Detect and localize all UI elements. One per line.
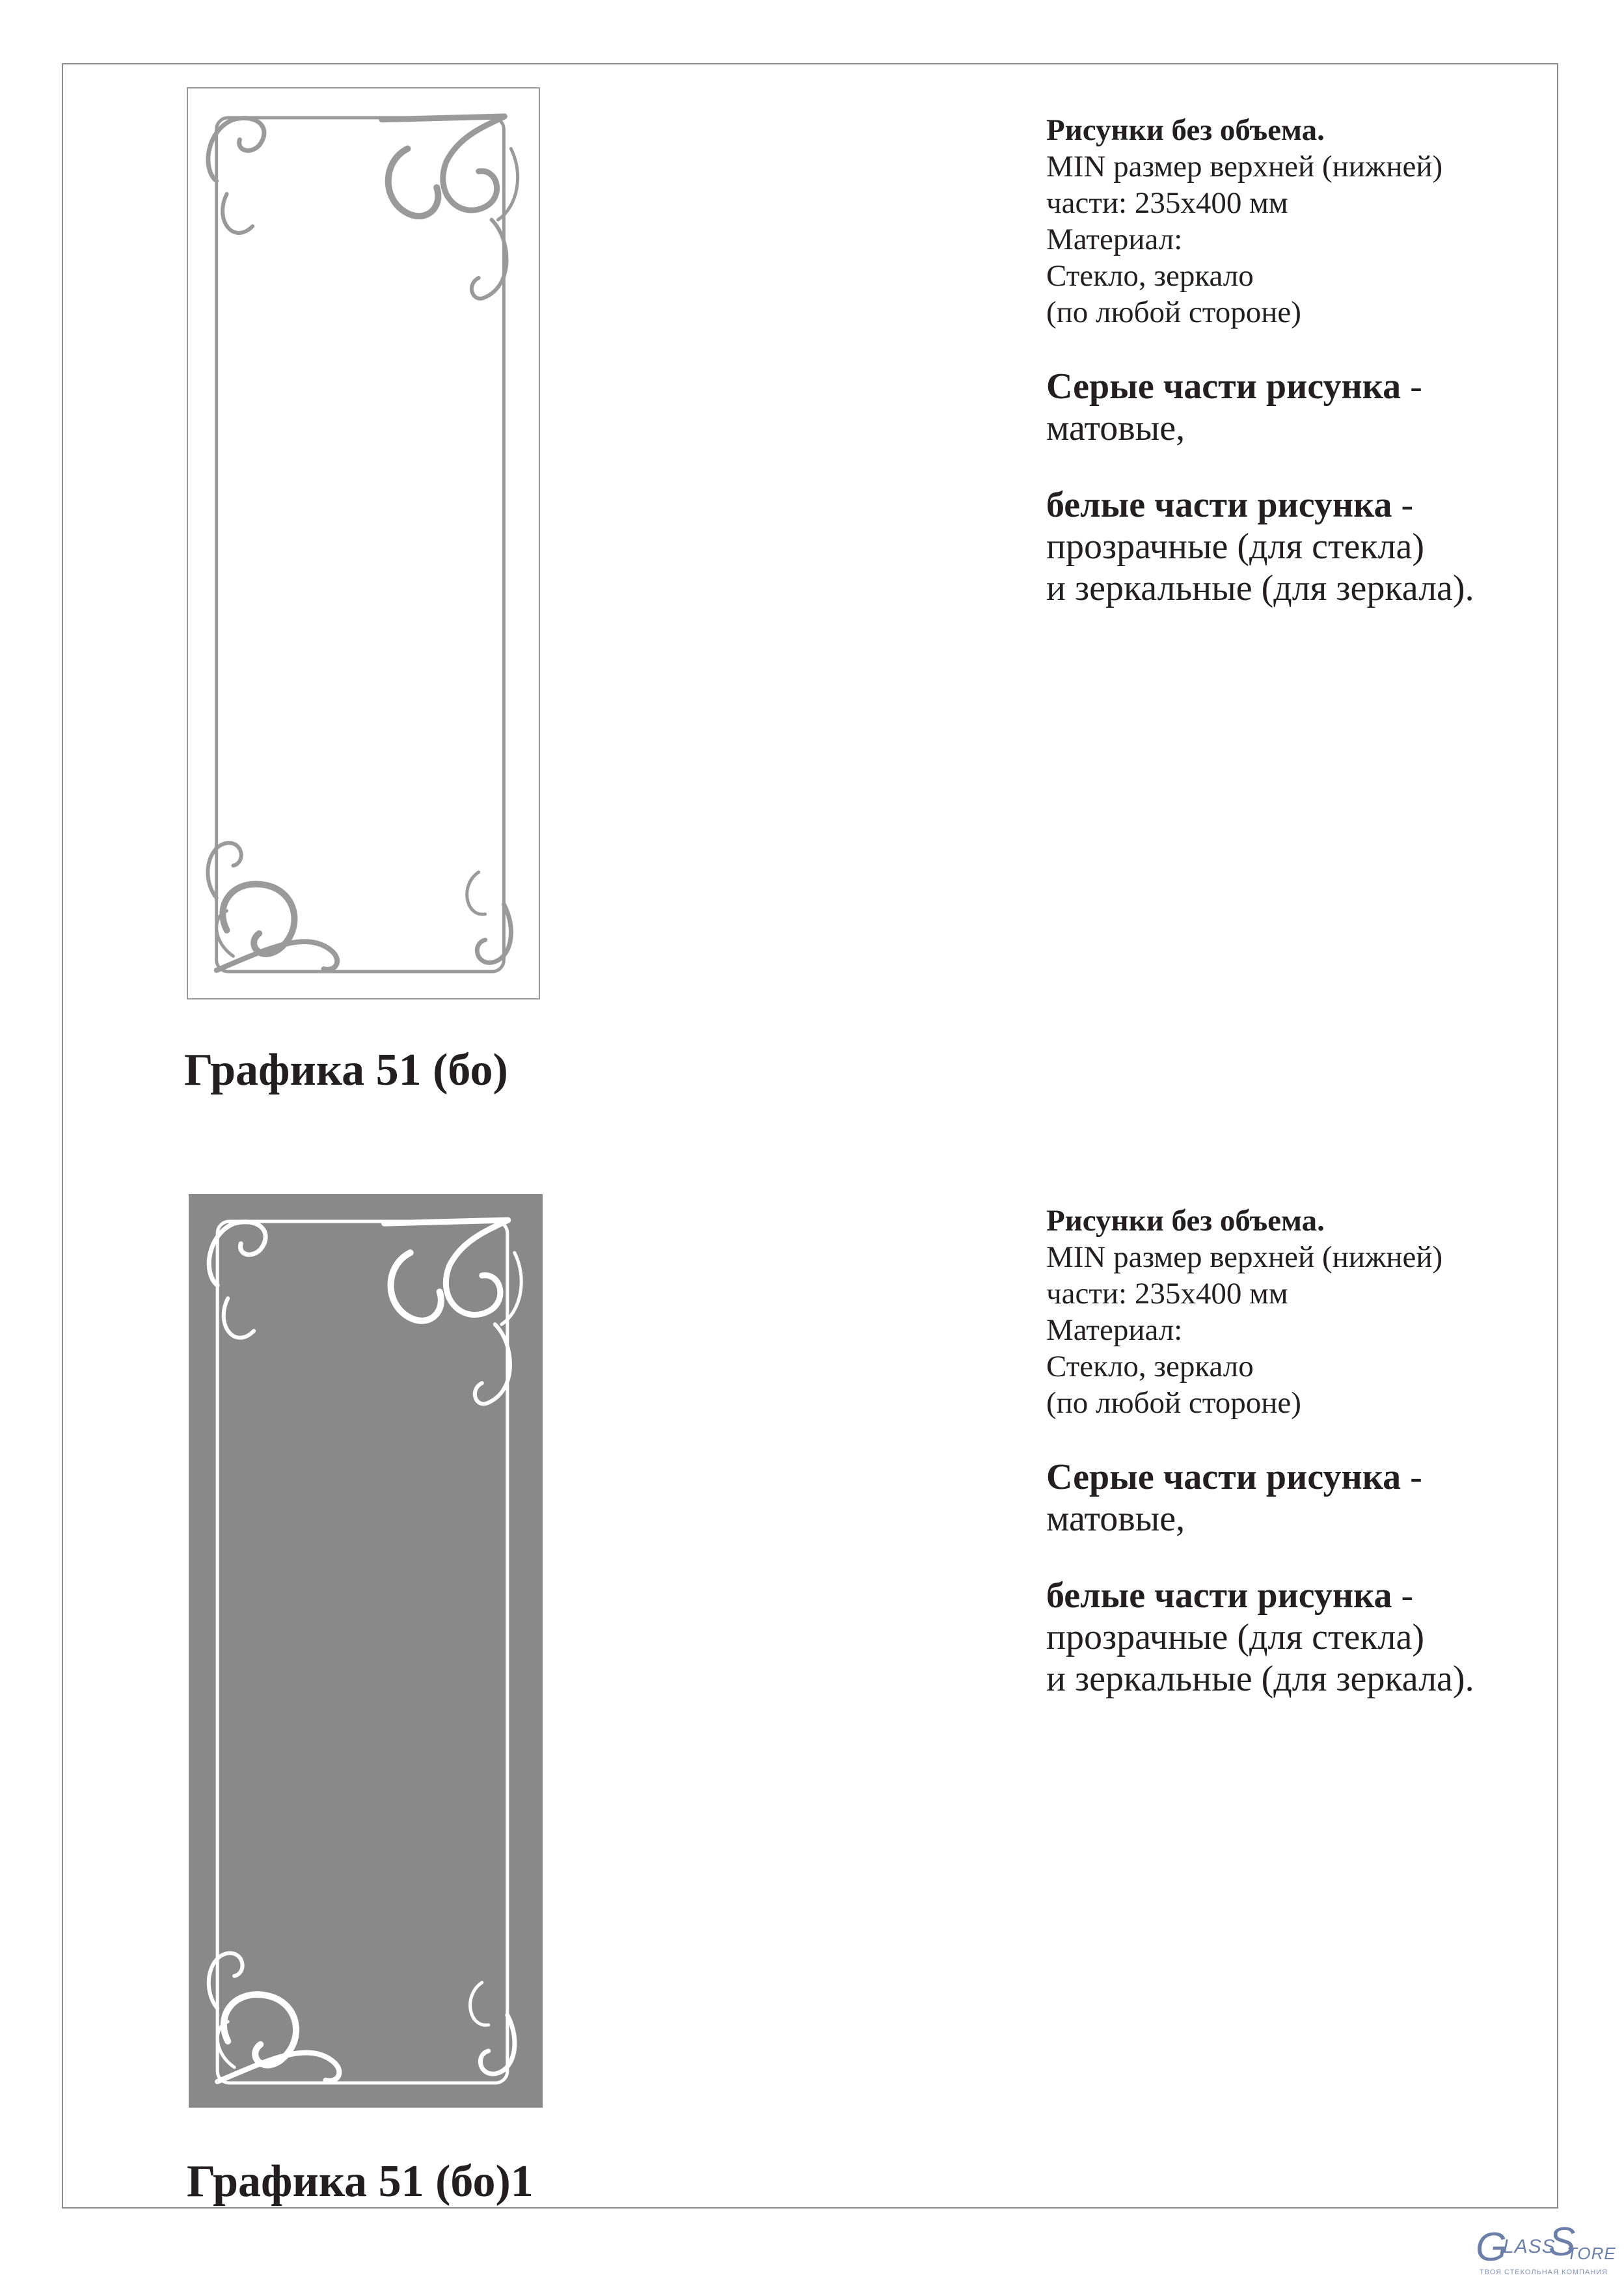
info-grey-parts-bold: Серые части рисунка [1046,1457,1401,1497]
ornament-top-right-tail [475,1324,510,1404]
info-material-label: Материал: [1046,1313,1183,1347]
design-panel-matte-frame [187,87,540,999]
ornament-top-right-hook [498,149,517,220]
info-material-value: Стекло, зеркало [1046,259,1254,293]
info-grey-parts-dash: - [1401,1457,1422,1497]
design-panel-inverted-frame [189,1194,543,2108]
logo-word-tore: TORE [1567,2244,1616,2263]
ornament-top-right-hook [502,1253,521,1324]
logo-letter-s: S [1549,2220,1577,2264]
logo-letter-g: G [1476,2225,1508,2270]
info-material-label: Материал: [1046,223,1183,256]
ornament-top-right [385,1220,508,1314]
info-material-value: Стекло, зеркало [1046,1350,1254,1383]
ornament-bottom-right-tail [467,872,485,914]
info-grey-parts-desc: матовые, [1046,408,1185,448]
inner-frame-line [217,1221,508,2083]
info-grey-parts-bold: Серые части рисунка [1046,366,1401,407]
info-size-line-2: части: 235х400 мм [1046,186,1288,220]
info-grey-parts-desc: матовые, [1046,1499,1185,1539]
logo-tagline: ТВОЯ СТЕКОЛЬНАЯ КОМПАНИЯ [1480,2268,1608,2276]
ornament-top-right-loop [391,1253,441,1321]
info-white-parts-desc-2: и зеркальные (для зеркала). [1046,1659,1474,1699]
info-grey-parts [1046,1456,1541,1498]
info-size-line-1: MIN размер верхней (нижней) [1046,1240,1443,1274]
info-grey-parts-dash: - [1401,366,1422,407]
info-white-parts [1046,1575,1541,1616]
info-material-note: (по любой стороне) [1046,1386,1301,1420]
design-caption: Графика 51 (бо) [184,1045,508,1095]
inner-frame-line [217,118,504,972]
info-white-parts-bold: белые части рисунка [1046,485,1392,525]
info-size-line-1: MIN размер верхней (нижней) [1046,150,1443,184]
design-info-block [1046,112,1541,609]
info-white-parts-desc-1: прозрачные (для стекла) [1046,526,1424,567]
ornament-top-right-tail [472,220,507,299]
ornament-frame-drawing [188,88,539,998]
design-caption: Графика 51 (бо)1 [187,2156,534,2207]
info-grey-parts [1046,366,1541,407]
ornament-frame-drawing-inverted [189,1194,543,2108]
ornament-top-right-loop [388,149,439,217]
info-material-note: (по любой стороне) [1046,295,1301,329]
ornament-top-left-tail [223,194,252,233]
info-white-parts-dash: - [1392,1575,1414,1616]
info-white-parts-desc-2: и зеркальные (для зеркала). [1046,568,1474,608]
ornament-top-left-tail [224,1298,254,1338]
info-heading: Рисунки без объема. [1046,113,1325,147]
info-white-parts-dash: - [1392,485,1414,525]
logo-word-lass: LASS [1503,2236,1556,2257]
design-info-block [1046,1203,1541,1700]
info-white-parts-bold: белые части рисунка [1046,1575,1392,1616]
info-heading: Рисунки без объема. [1046,1204,1325,1238]
info-white-parts-desc-1: прозрачные (для стекла) [1046,1617,1424,1657]
info-white-parts [1046,484,1541,526]
glass-store-logo [1476,2219,1616,2281]
ornament-bottom-right-tail [470,1983,489,2025]
ornament-top-right [382,116,505,210]
info-size-line-2: части: 235х400 мм [1046,1277,1288,1311]
